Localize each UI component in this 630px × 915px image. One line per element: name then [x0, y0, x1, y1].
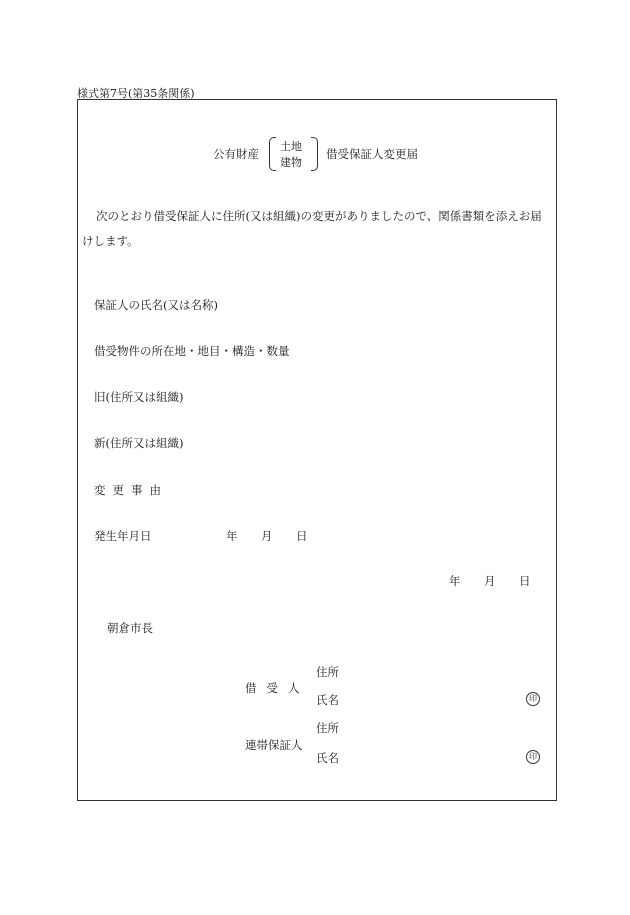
asset-option-land: 土地: [280, 140, 302, 153]
left-bracket: [269, 137, 276, 171]
joint-guarantor-seal-mark: 印: [526, 750, 540, 764]
occurrence-date-label: 発生年月日: [94, 529, 152, 543]
submission-year-unit: 年: [449, 574, 461, 588]
intro-text-line-2: けします。: [82, 234, 139, 248]
occurrence-year-unit: 年: [226, 529, 238, 543]
joint-guarantor-role-label: 連帯保証人: [245, 738, 303, 752]
occurrence-month-unit: 月: [261, 529, 273, 543]
borrower-role-label: 借受人: [245, 681, 310, 695]
right-bracket: [311, 137, 318, 171]
asset-option-building: 建物: [280, 156, 302, 169]
guarantor-name-label: 保証人の氏名(又は名称): [94, 298, 218, 312]
title-suffix: 借受保証人変更届: [326, 147, 418, 161]
joint-guarantor-name-label: 氏名: [316, 751, 339, 765]
occurrence-day-unit: 日: [296, 529, 308, 543]
intro-text-line-1: 次のとおり借受保証人に住所(又は組織)の変更がありましたので、関係書類を添えお届: [96, 209, 542, 223]
addressee: 朝倉市長: [107, 621, 153, 635]
title-prefix: 公有財産: [213, 147, 259, 161]
submission-month-unit: 月: [484, 574, 496, 588]
form-number-label: 様式第7号(第35条関係): [77, 87, 195, 100]
joint-guarantor-address-label: 住所: [316, 721, 339, 735]
borrower-seal-mark: 印: [526, 692, 540, 706]
property-details-label: 借受物件の所在地・地目・構造・数量: [94, 344, 290, 358]
borrower-address-label: 住所: [316, 665, 339, 679]
change-reason-label: 変更事由: [94, 483, 168, 497]
submission-day-unit: 日: [519, 574, 531, 588]
old-address-label: 旧(住所又は組織): [94, 390, 184, 404]
new-address-label: 新(住所又は組織): [94, 436, 184, 450]
borrower-name-label: 氏名: [316, 693, 339, 707]
